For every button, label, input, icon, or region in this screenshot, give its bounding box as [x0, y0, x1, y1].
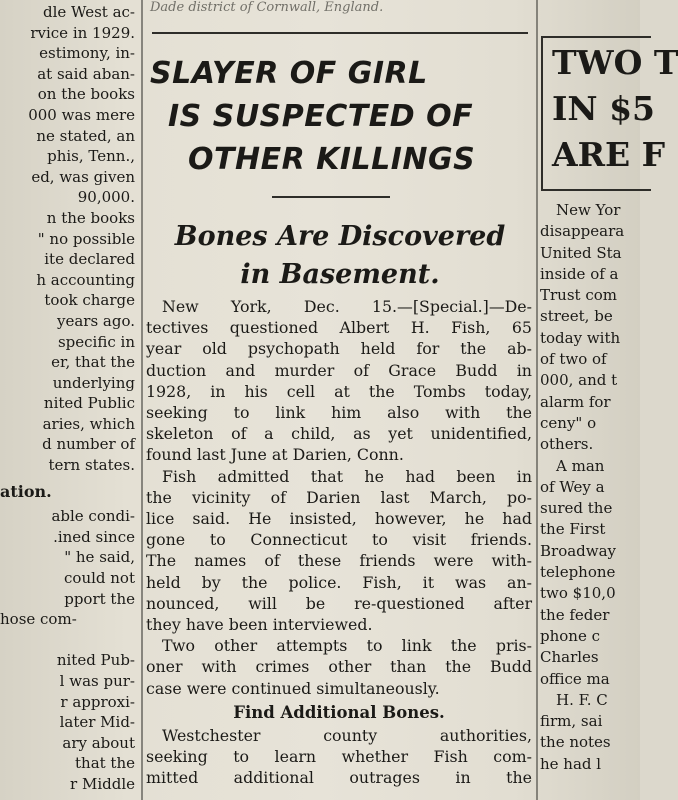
headline-top-rule: [152, 32, 528, 34]
left-line: specific in: [57, 332, 135, 351]
right-line: he had l: [540, 754, 602, 773]
column-rule-left: [141, 0, 143, 800]
body-line: seeking to link him also with the: [146, 403, 532, 423]
right-line: the feder: [540, 605, 610, 624]
column-rule-right: [536, 0, 538, 800]
body-line: case were continued simultaneously.: [146, 678, 440, 698]
left-line: rvice in 1929.: [30, 23, 135, 42]
right-line: sured the: [540, 499, 613, 518]
right-line: 000, and t: [540, 371, 618, 390]
right-line: Broadway: [540, 541, 617, 560]
right-line: firm, sai: [540, 712, 603, 731]
left-line: hose com-: [0, 610, 77, 629]
left-line: ite declared: [44, 250, 135, 269]
headline-line: SLAYER OF GIRL: [150, 56, 428, 91]
left-line: .ined since: [53, 527, 135, 546]
body-line: year old psychopath held for the ab-: [146, 339, 532, 359]
left-line: [0, 630, 135, 651]
body-line: seeking to learn whether Fish com-: [146, 747, 532, 767]
body-line: they have been interviewed.: [146, 615, 373, 635]
body-line: lice said. He insisted, however, he had: [146, 509, 532, 529]
left-line: ne stated, an: [36, 126, 135, 145]
headline-divider: [272, 196, 390, 198]
deck-line: Bones Are Discovered: [174, 221, 506, 252]
headline-line: OTHER KILLINGS: [188, 142, 476, 177]
body-line: 1928, in his cell at the Tombs today,: [146, 381, 532, 401]
left-line: nited Public: [43, 394, 135, 413]
right-line: of two of: [540, 350, 607, 369]
left-line: tern states.: [48, 456, 135, 475]
article-deck: [146, 218, 534, 294]
body-line: Westchester county authorities,: [162, 725, 532, 745]
article-body: [146, 296, 532, 788]
right-headline-line: IN $5: [552, 89, 656, 128]
right-headline: [552, 40, 678, 178]
body-line: Two other attempts to link the pris-: [162, 636, 532, 656]
body-line: nounced, will be re-questioned after: [146, 593, 532, 613]
top-strip-text: Dade district of Cornwall, England.: [150, 0, 384, 15]
right-line: United Sta: [540, 243, 622, 262]
left-column-text: [0, 2, 138, 795]
right-line: street, be: [540, 307, 613, 326]
left-line: 000 was mere: [28, 105, 135, 124]
left-line: " he said,: [64, 548, 135, 567]
left-line: nited Pub-: [56, 651, 135, 670]
left-line: d number of: [42, 435, 135, 454]
body-line: tectives questioned Albert H. Fish, 65: [146, 318, 532, 338]
left-line: able condi-: [51, 507, 135, 526]
left-line: underlying: [52, 373, 135, 392]
left-line: pport the: [64, 589, 135, 608]
body-line: mitted additional outrages in the: [146, 768, 532, 788]
right-line: of Wey a: [540, 477, 605, 496]
left-line: on the books: [37, 85, 135, 104]
left-column: [0, 0, 138, 800]
body-line: Fish admitted that he had been in: [162, 466, 532, 486]
right-line: Trust com: [540, 286, 617, 305]
body-line: skeleton of a child, as yet unidentified,: [146, 424, 532, 444]
left-line: dle West ac-: [42, 3, 135, 21]
article-headline: [146, 52, 534, 181]
body-line: the vicinity of Darien last March, po-: [146, 487, 532, 507]
right-line: the First: [540, 520, 606, 539]
right-line: others.: [540, 435, 594, 454]
right-line: New Yor: [556, 201, 621, 219]
left-line: that the: [75, 754, 135, 773]
right-line: office ma: [540, 669, 610, 688]
left-line: 90,000.: [77, 188, 135, 207]
body-line: oner with crimes other than the Budd: [146, 657, 532, 677]
right-line: A man: [556, 456, 605, 475]
left-line: h accounting: [36, 270, 135, 289]
left-line: r Middle: [70, 774, 135, 793]
body-line: duction and murder of Grace Budd in: [146, 360, 532, 380]
body-line: New York, Dec. 15.—[Special.]—De-: [162, 297, 532, 316]
right-line: inside of a: [540, 264, 619, 283]
article-subhead: Find Additional Bones.: [233, 702, 445, 722]
left-line: could not: [64, 569, 135, 588]
left-subhead: ation.: [0, 481, 52, 501]
body-line: held by the police. Fish, it was an-: [146, 572, 532, 592]
body-line: The names of these friends were with-: [146, 551, 532, 571]
right-line: Charles: [540, 648, 599, 667]
right-line: two $10,0: [540, 584, 616, 603]
right-line: telephone: [540, 563, 616, 582]
right-line: today with: [540, 328, 621, 347]
right-line: ceny" o: [540, 413, 597, 432]
left-line: ed, was given: [31, 167, 135, 186]
body-line: gone to Connecticut to visit friends.: [146, 530, 532, 550]
left-line: took charge: [44, 291, 135, 310]
body-line: found last June at Darien, Conn.: [146, 445, 404, 465]
deck-line: in Basement.: [240, 259, 440, 290]
left-line: at said aban-: [37, 64, 135, 83]
left-line: r approxi-: [60, 692, 135, 711]
left-line: n the books: [46, 208, 135, 227]
right-headline-line: ARE F: [552, 135, 666, 174]
right-line: H. F. C: [556, 690, 608, 709]
headline-line: IS SUSPECTED OF: [168, 99, 474, 134]
left-line: ary about: [62, 733, 135, 752]
left-line: er, that the: [51, 353, 135, 372]
left-line: aries, which: [42, 414, 135, 433]
right-headline-line: TWO T: [552, 43, 678, 82]
left-line: l was pur-: [59, 672, 135, 690]
left-line: years ago.: [56, 311, 135, 330]
left-line: estimony, in-: [39, 44, 135, 63]
left-line: " no possible: [37, 229, 135, 248]
right-line: disappeara: [540, 222, 625, 241]
right-line: phone c: [540, 626, 600, 645]
left-line: phis, Tenn.,: [47, 147, 135, 166]
right-line: the notes: [540, 733, 611, 752]
right-column-text: [540, 200, 640, 775]
left-line: later Mid-: [59, 713, 135, 732]
right-line: alarm for: [540, 392, 611, 411]
